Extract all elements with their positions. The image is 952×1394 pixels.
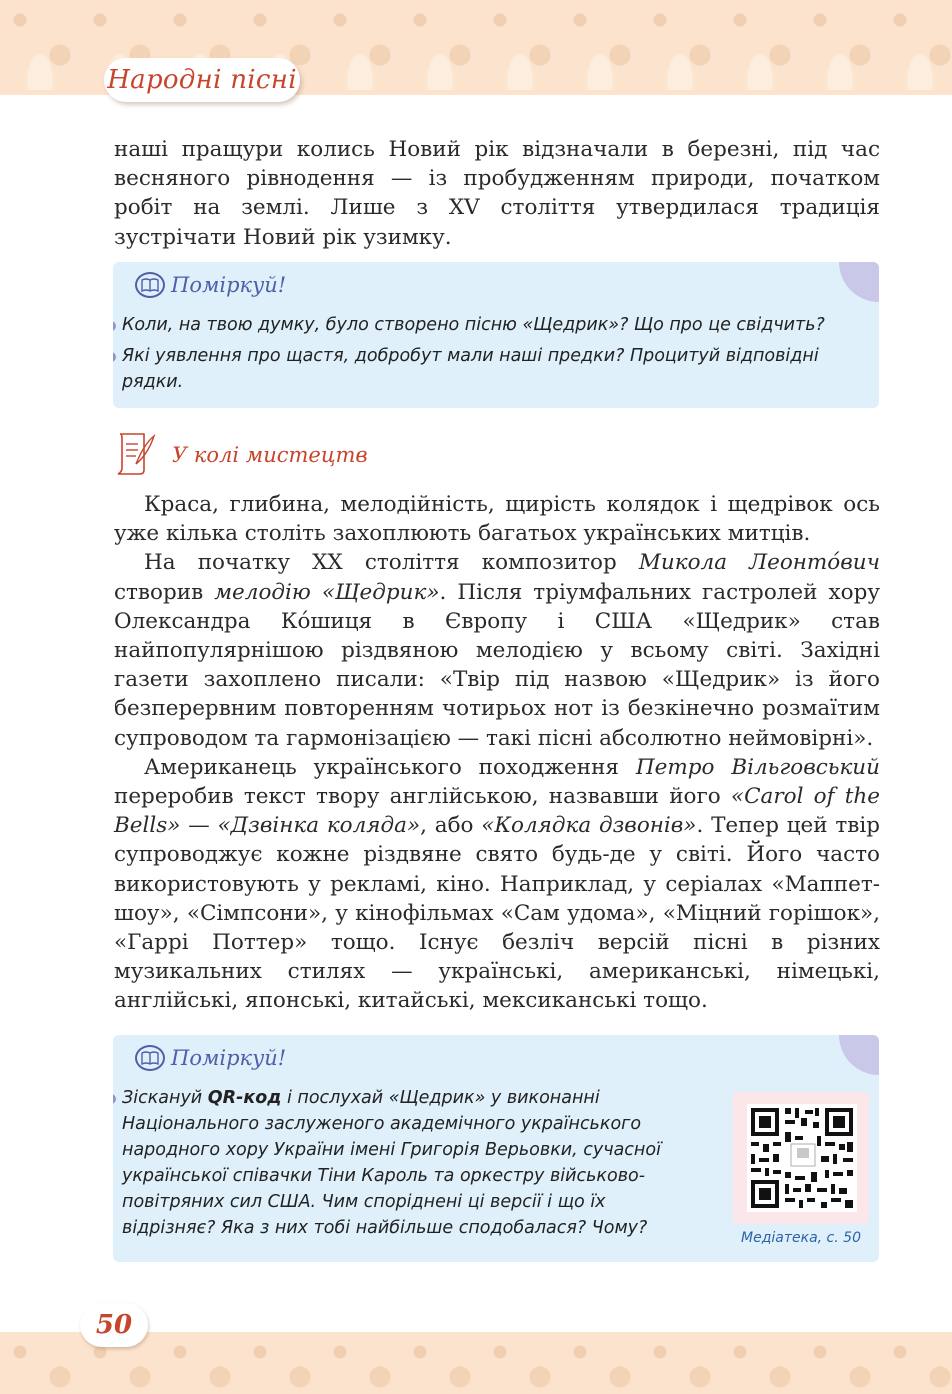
art-paragraph-3 [114, 753, 880, 1016]
think-list [113, 1085, 713, 1241]
think-label: Поміркуй! [171, 273, 287, 297]
author-name: Петро Вільговський [635, 754, 880, 780]
qr-code-icon [733, 1092, 869, 1224]
song-title-alt: «Колядка дзвонів» [481, 813, 697, 839]
art-text [114, 490, 880, 1016]
art-paragraph-2 [114, 548, 880, 752]
text-run: переробив текст твору англійською, назвавши його [114, 784, 731, 810]
think-box-1 [113, 262, 879, 408]
task-line [122, 1085, 713, 1111]
melody-title: мелодію «Щедрик» [214, 579, 440, 605]
open-book-icon [135, 1045, 165, 1071]
task-line: народного хору України імені Григорія Верьовки, сучасної [122, 1140, 661, 1160]
page-number: 50 [95, 1310, 133, 1340]
text-run: Зіскануй [122, 1088, 208, 1108]
question-text: Які уявлення про щастя, добробут мали наші предки? Процитуй відповідні рядки. [122, 346, 819, 392]
think-header [135, 1045, 286, 1071]
open-book-icon [135, 272, 165, 298]
text-run: . Тепер цей твір супроводжує кожне різдвяне свято будь-де у світі. Його часто використовують у рекламі, кіно. Наприклад, у серіалах «Маппет-шоу», «Сімпсони», у кінофільмах «Сам удома», «Міцний горішок», «Гаррі Поттер» тощо. Існує безліч версій пісні в різних музикальних стилях — українські, американські, німецькі, англійські, японські, китайські, мексиканські тощо. [114, 813, 881, 1014]
list-item [113, 1085, 713, 1241]
text-run: і послухай «Щедрик» у виконанні [281, 1088, 600, 1108]
corner-decoration [839, 1035, 879, 1075]
text-run: створив [114, 579, 215, 605]
list-item [113, 343, 879, 395]
qr-code-card[interactable] [733, 1092, 869, 1224]
task-line: Національного заслуженого академічного українського [122, 1114, 642, 1134]
art-paragraph-1: Краса, глибина, мелодійність, щирість колядок і щедрівок ось уже кілька століть захоплюють багатьох українських митців. [114, 492, 880, 547]
list-item [113, 312, 879, 338]
task-line: відрізняє? Яка з них тобі найбільше сподобалася? Чому? [122, 1218, 648, 1238]
bullet-icon [113, 321, 116, 331]
question-text: Коли, на твою думку, було створено пісню «Щедрик»? Що про це свідчить? [122, 315, 825, 335]
bullet-icon [113, 352, 116, 362]
text-run: Американець українського походження [144, 754, 636, 780]
composer-name: Микола Леонто́вич [638, 550, 880, 576]
corner-decoration [839, 262, 879, 302]
bullet-icon [113, 1094, 116, 1104]
think-label: Поміркуй! [171, 1046, 287, 1070]
footer-ornament-band [0, 1332, 952, 1394]
think-header [135, 272, 286, 298]
song-title: «Carol of the Bells» — «Дзвінка коляда» [114, 784, 880, 839]
art-section-heading [114, 430, 368, 480]
quill-scroll-icon [114, 430, 158, 480]
text-run: . Після тріумфальних гастролей хору Олександра Ко́шиця в Європу і США «Щедрик» став найпопулярнішою різдвяною мелодією у всьому світі. Західні газети захоплено писали: «Твір під назвою «Щедрик» із його безперервним повторенням чотирьох нот із безкінечно розмаїтим супроводом та гармонізацією — такі пісні абсолютно неймовірні». [114, 579, 880, 751]
task-line: повітряних сил США. Чим споріднені ці версії і що їх [122, 1192, 606, 1212]
qr-caption: Медіатека, с. 50 [741, 1230, 861, 1246]
task-line: української співачки Тіни Кароль та оркестру військово- [122, 1166, 646, 1186]
think-list [113, 312, 879, 395]
text-run: , або [420, 813, 482, 839]
intro-text: наші пращури колись Новий рік відзначали в березні, під час весняного рівнодення — із пробудженням природи, початком робіт на землі. Лише з XV століття утвердилася традиція зустрічати Новий рік узимку. [114, 137, 880, 250]
page-number-tab [80, 1303, 148, 1347]
art-section-label: У колі мистецтв [172, 443, 368, 467]
intro-paragraph [114, 135, 880, 252]
text-run: На початку XX століття композитор [144, 550, 639, 576]
chapter-title: Народні пісні [107, 65, 297, 95]
chapter-tab [104, 58, 300, 102]
qr-keyword: QR-код [207, 1088, 282, 1108]
